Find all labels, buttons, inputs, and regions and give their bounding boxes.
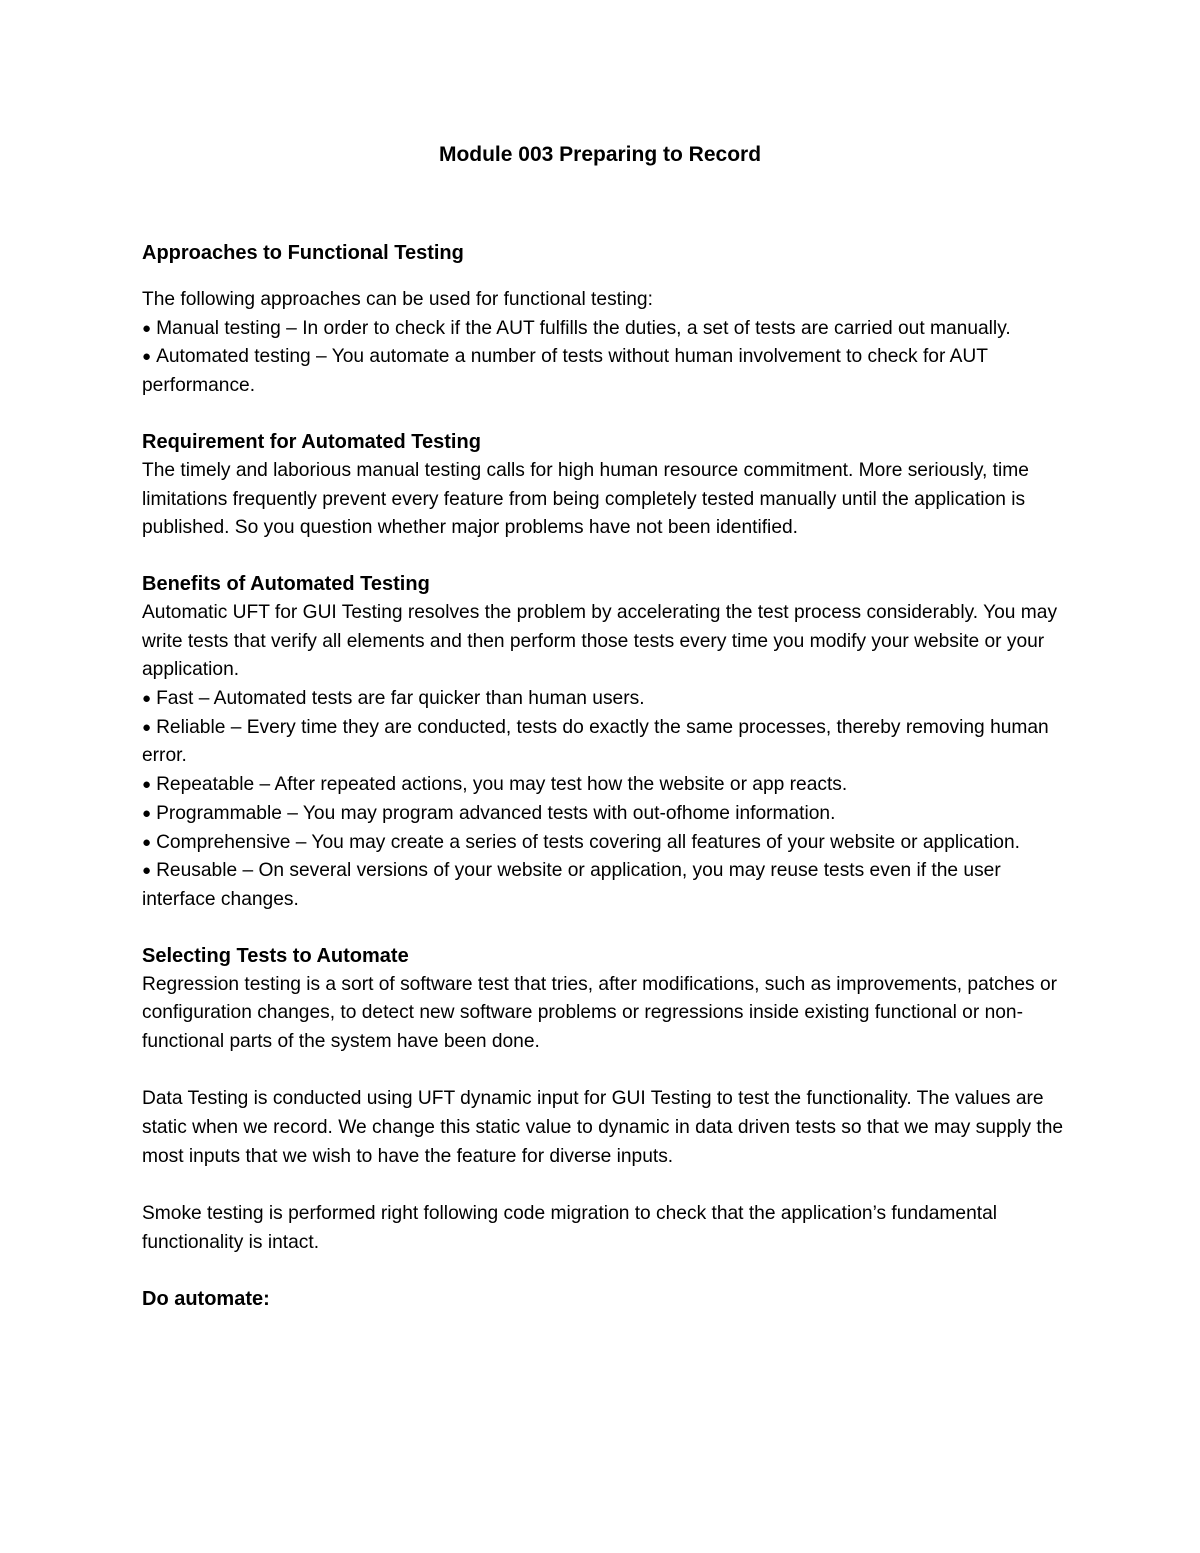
section-heading-do-automate: Do automate: (142, 1287, 270, 1310)
bullet-icon: ● (142, 718, 152, 736)
list-item-text: Repeatable – After repeated actions, you may test how the website or app reacts. (156, 774, 848, 796)
section-selecting (142, 941, 1072, 1258)
bullet-icon: ● (142, 862, 152, 880)
list-item-text: Fast – Automated tests are far quicker than human users. (156, 688, 645, 710)
bullet-icon: ● (142, 776, 152, 794)
bullet-icon: ● (142, 804, 152, 822)
bullet-icon: ● (142, 833, 152, 851)
list-item (142, 343, 1072, 400)
section-benefits (142, 569, 1072, 915)
list-item (142, 857, 1072, 914)
approaches-intro: The following approaches can be used for functional testing: (142, 289, 653, 310)
bullet-icon: ● (142, 690, 152, 708)
bullet-icon: ● (142, 319, 152, 337)
section-do-automate (142, 1284, 1072, 1314)
requirement-body: The timely and laborious manual testing calls for high human resource commitment. More seriously, time limitations frequently prevent every feature from being completely tested manually until the application is published. So you question whether major problems have not been identified. (142, 459, 1029, 539)
list-item-text: Reusable – On several versions of your website or application, you may reuse tests even if the user interface changes. (142, 860, 1001, 910)
document-body (142, 238, 1072, 1314)
list-item (142, 685, 1072, 714)
list-item-text: Manual testing – In order to check if the AUT fulfills the duties, a set of tests are carried out manually. (156, 317, 1011, 339)
section-approaches (142, 238, 1072, 401)
list-item (142, 829, 1072, 858)
list-item (142, 714, 1072, 771)
list-item-text: Comprehensive – You may create a series of tests covering all features of your website or application. (156, 831, 1020, 853)
section-heading-selecting: Selecting Tests to Automate (142, 944, 409, 967)
section-requirement (142, 427, 1072, 543)
benefits-body: Automatic UFT for GUI Testing resolves the problem by accelerating the test process considerably. You may write tests that verify all elements and then perform those tests every time you modify your website or your application. (142, 601, 1058, 681)
page-title: Module 003 Preparing to Record (438, 143, 762, 166)
section-heading-approaches: Approaches to Functional Testing (142, 242, 464, 264)
list-item-text: Reliable – Every time they are conducted, tests do exactly the same processes, thereby removing human error. (142, 716, 1049, 767)
section-heading-benefits: Benefits of Automated Testing (142, 572, 430, 595)
paragraph-regression: Regression testing is a sort of software test that tries, after modifications, such as improvements, patches or configuration changes, to detect new software problems or regressions inside existing functional or non-functional parts of the system have been done. (142, 973, 1058, 1053)
list-item (142, 315, 1072, 344)
paragraph-smoke-testing: Smoke testing is performed right following code migration to check that the application’s fundamental functionality is intact. (142, 1203, 998, 1253)
list-item-text: Automated testing – You automate a number of tests without human involvement to check for AUT performance. (142, 346, 988, 397)
paragraph-data-testing: Data Testing is conducted using UFT dynamic input for GUI Testing to test the functionality. The values are static when we record. We change this static value to dynamic in data driven tests so that we may supply the most inputs that we wish to have the feature for diverse inputs. (142, 1088, 1064, 1167)
bullet-icon: ● (142, 348, 152, 366)
list-item (142, 771, 1072, 800)
list-item (142, 800, 1072, 829)
section-heading-requirement: Requirement for Automated Testing (142, 430, 481, 453)
list-item-text: Programmable – You may program advanced tests with out-ofhome information. (156, 802, 836, 824)
